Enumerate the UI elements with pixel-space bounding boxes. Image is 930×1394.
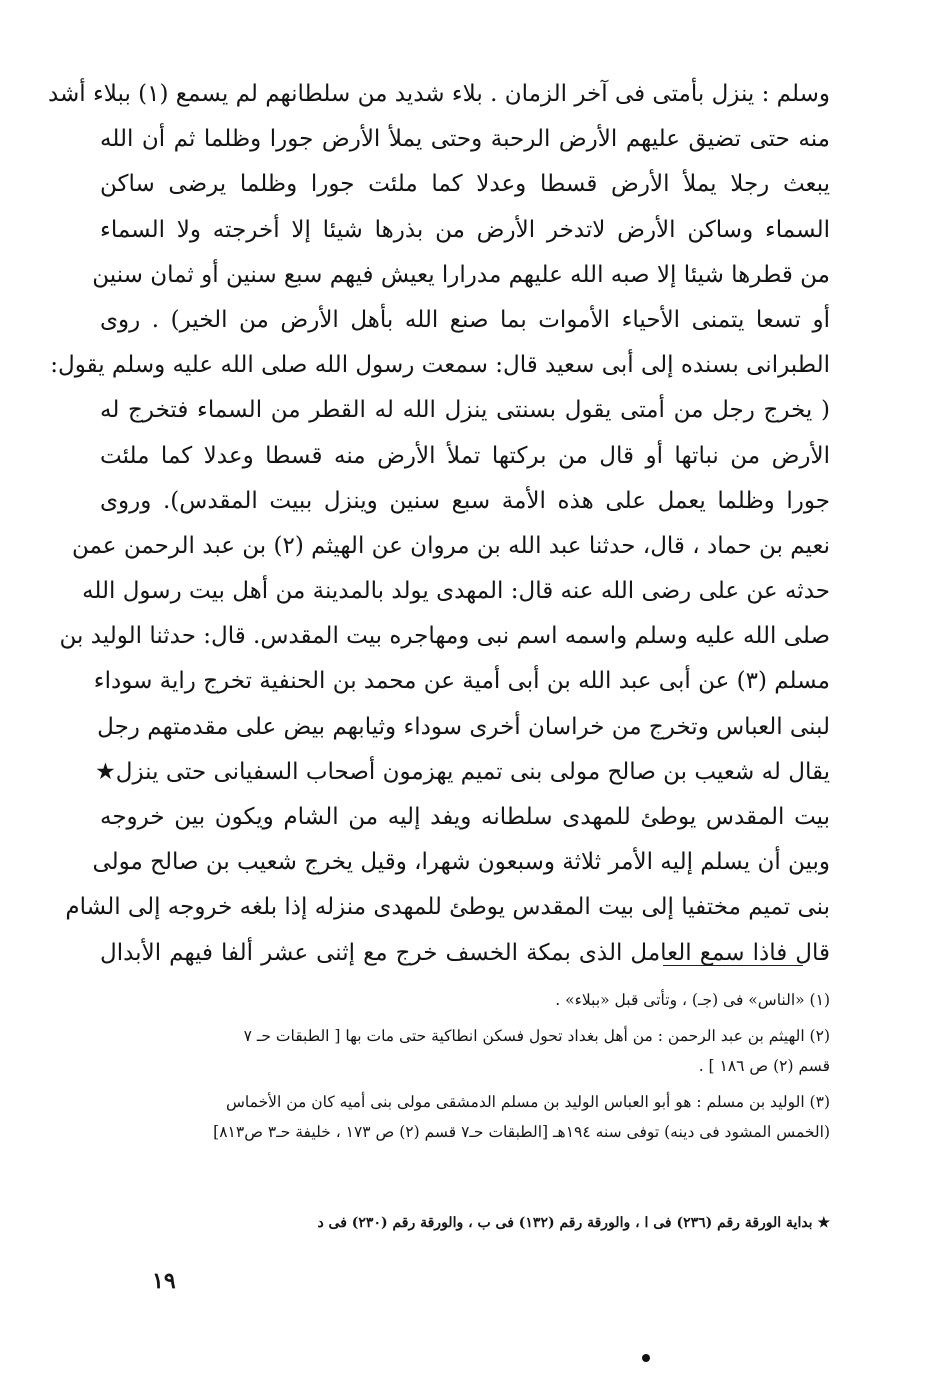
- footnote-1: (١) «الناس» فى (جـ) ، وتأتى قبل «ببلاء» .: [555, 991, 830, 1009]
- text-line: مسلم (٣) عن أبى عبد الله بن أبى أمية عن محمد بن الحنفية تخرج راية سوداء: [93, 668, 830, 695]
- ink-dot: [642, 1354, 650, 1362]
- text-line: أو تسعا يتمنى الأحياء الأموات بما صنع الله بأهل الأرض من الخير) . روى: [100, 306, 830, 333]
- text-line: بنى تميم مختفيا إلى بيت المقدس يوطئ للمهدى منزله إذا بلغه خروجه إلى الشام: [65, 894, 830, 921]
- text-line: حدثه عن على رضى الله عنه قال: المهدى يولد بالمدينة من أهل بيت رسول الله: [82, 578, 830, 605]
- text-line: بيت المقدس يوطئ للمهدى سلطانه ويفد إليه من الشام ويكون بين خروجه: [100, 804, 830, 830]
- page-number: ١٩: [152, 1268, 176, 1294]
- footnote-2-continued: قسم (٢) ص ١٨٦ ] .: [698, 1057, 830, 1075]
- text-line: السماء وساكن الأرض لاتدخر الأرض من بذرها شيئا إلا أخرجته ولا السماء: [100, 216, 830, 243]
- footnote-3-continued: (الخمس المشود فى دينه) توفى سنه ١٩٤هـ [الطبقات حـ٧ قسم (٢) ص ١٧٣ ، خليفة حـ٣ ص٨١٣]: [213, 1123, 830, 1141]
- footnote-separator: [663, 965, 803, 966]
- text-line: جورا وظلما يعمل على هذه الأمة سبع سنين وينزل ببيت المقدس). وروى: [100, 487, 830, 514]
- manuscript-folio-note: ★ بداية الورقة رقم (٢٣٦) فى ا ، والورقة رقم (١٣٢) فى ب ، والورقة رقم (٢٣٠) فى د: [317, 1215, 830, 1231]
- text-line: الطبرانى بسنده إلى أبى سعيد قال: سمعت رسول الله صلى الله عليه وسلم يقول:: [50, 352, 830, 379]
- text-line: قال فاذا سمع العامل الذى بمكة الخسف خرج مع إثنى عشر ألفا فيهم الأبدال: [100, 939, 830, 966]
- text-line: لبنى العباس وتخرج من خراسان أخرى سوداء وثيابهم بيض على مقدمتهم رجل: [97, 713, 830, 740]
- text-line: يبعث رجلا يملأ الأرض قسطا وعدلا كما ملئت جورا وظلما يرضى ساكن: [100, 171, 830, 198]
- footnote-2: (٢) الهيثم بن عبد الرحمن : من أهل بغداد تحول فسكن انطاكية حتى مات بها [ الطبقات حـ ٧: [243, 1027, 830, 1045]
- text-line: وبين أن يسلم إليه الأمر ثلاثة وسبعون شهرا، وقيل يخرج شعيب بن صالح مولى: [92, 849, 830, 876]
- text-line: صلى الله عليه وسلم واسمه اسم نبى ومهاجره بيت المقدس. قال: حدثنا الوليد بن: [59, 623, 830, 650]
- text-line: نعيم بن حماد ، قال، حدثنا عبد الله بن مروان عن الهيثم (٢) بن عبد الرحمن عمن: [71, 532, 830, 559]
- text-line: يقال له شعيب بن صالح مولى بنى تميم يهزمون أصحاب السفيانى حتى ينزل★: [95, 758, 830, 785]
- text-line: الأرض من نباتها أو قال من بركتها تملأ الأرض منه قسطا وعدلا كما ملئت: [100, 442, 830, 469]
- text-line: وسلم : ينزل بأمتى فى آخر الزمان . بلاء شديد من سلطانهم لم يسمع (١) ببلاء أشد: [47, 81, 830, 107]
- text-line: من قطرها شيئا إلا صبه الله عليهم مدرارا يعيش فيهم سبع سنين أو ثمان سنين: [92, 261, 830, 288]
- footnote-3: (٣) الوليد بن مسلم : هو أبو العباس الوليد بن مسلم الدمشقى مولى بنى أميه كان من الأخماس: [225, 1093, 830, 1111]
- footnotes: [100, 985, 830, 1147]
- text-line: ( يخرج رجل من أمتى يقول بسنتى ينزل الله له القطر من السماء فتخرج له: [100, 397, 830, 424]
- main-text: [47, 72, 830, 976]
- text-line: منه حتى تضيق عليهم الأرض الرحبة وحتى يملأ الأرض جورا وظلما ثم أن الله: [100, 126, 830, 153]
